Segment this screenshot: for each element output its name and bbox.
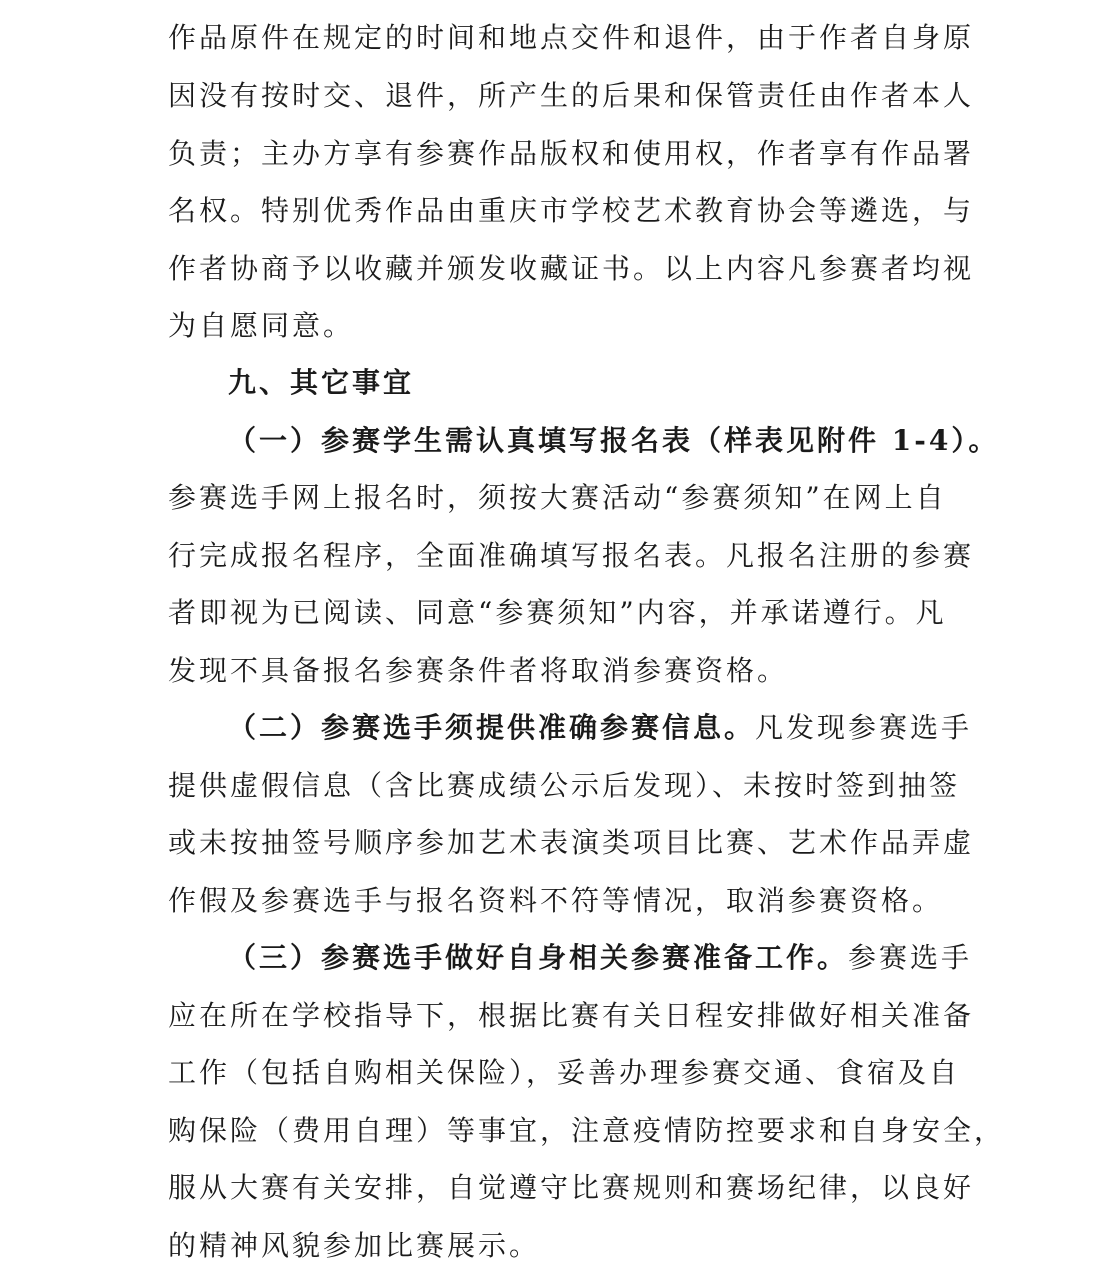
paragraph-line: 发现不具备报名参赛条件者将取消参赛资格。	[168, 654, 789, 687]
paragraph-line: 者即视为已阅读、同意“参赛须知”内容，并承诺遵行。凡	[168, 596, 947, 629]
item-1-lead	[228, 421, 1008, 461]
section-heading: 九、其它事宜	[228, 366, 415, 399]
item-2-lead	[228, 708, 1008, 748]
paragraph-line: 作假及参赛选手与报名资料不符等情况，取消参赛资格。	[168, 884, 944, 917]
paragraph-line: 购保险（费用自理）等事宜，注意疫情防控要求和自身安全，	[168, 1114, 1006, 1147]
paragraph-line: 行完成报名程序，全面准确填写报名表。凡报名注册的参赛	[168, 539, 975, 572]
item-3-lead-bold: （三）参赛选手做好自身相关参赛准备工作。	[228, 941, 849, 974]
paragraph-line: 参赛选手网上报名时，须按大赛活动“参赛须知”在网上自	[168, 481, 947, 514]
item-2-lead-bold: （二）参赛选手须提供准确参赛信息。	[228, 711, 756, 744]
paragraph-line: 提供虚假信息（含比赛成绩公示后发现）、未按时签到抽签	[168, 769, 961, 802]
paragraph-line: 负责；主办方享有参赛作品版权和使用权，作者享有作品署	[168, 137, 975, 170]
paragraph-line: 作品原件在规定的时间和地点交件和退件，由于作者自身原	[168, 21, 975, 54]
paragraph-line: 作者协商予以收藏并颁发收藏证书。以上内容凡参赛者均视	[168, 252, 975, 285]
item-2-lead-rest: 凡发现参赛选手	[755, 711, 973, 744]
paragraph-line: 的精神风貌参加比赛展示。	[168, 1229, 541, 1262]
paragraph-line: 或未按抽签号顺序参加艺术表演类项目比赛、艺术作品弄虚	[168, 826, 975, 859]
item-1-lead-text: （一）参赛学生需认真填写报名表（样表见附件 1-4）。	[228, 424, 1000, 457]
item-3-lead-rest: 参赛选手	[848, 941, 973, 974]
paragraph-line: 工作（包括自购相关保险），妥善办理参赛交通、食宿及自	[168, 1056, 961, 1089]
paragraph-line: 应在所在学校指导下，根据比赛有关日程安排做好相关准备	[168, 999, 975, 1032]
item-3-lead	[228, 938, 1008, 978]
paragraph-line: 服从大赛有关安排，自觉遵守比赛规则和赛场纪律，以良好	[168, 1171, 975, 1204]
paragraph-line: 为自愿同意。	[168, 309, 355, 342]
paragraph-line: 名权。特别优秀作品由重庆市学校艺术教育协会等遴选，与	[168, 194, 975, 227]
paragraph-line: 因没有按时交、退件，所产生的后果和保管责任由作者本人	[168, 79, 975, 112]
